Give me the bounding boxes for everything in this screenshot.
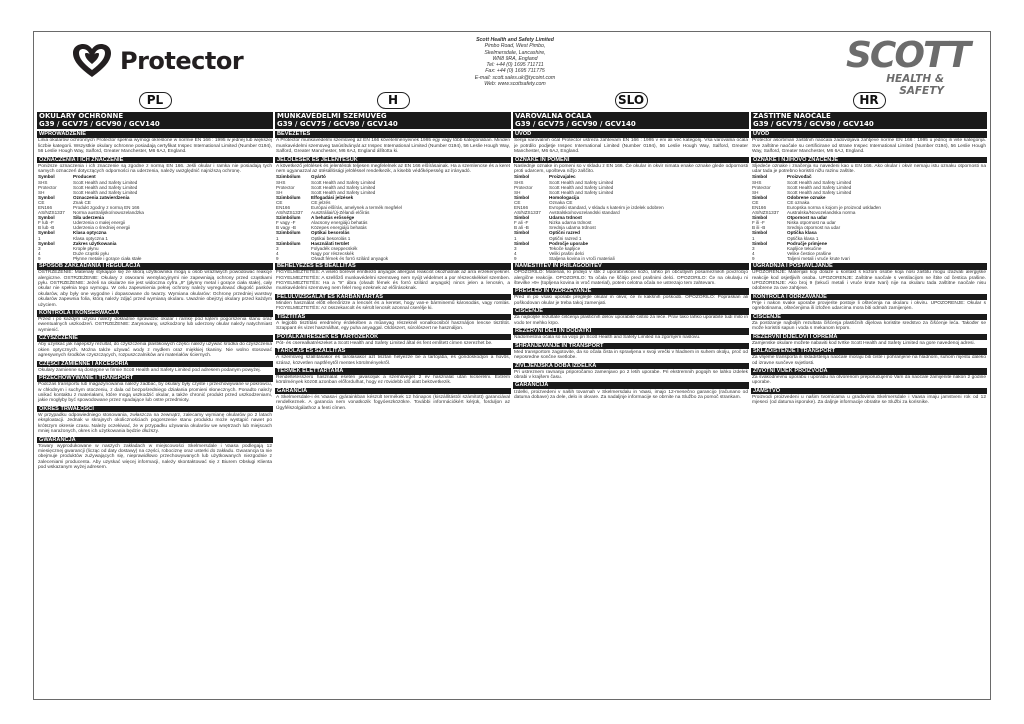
- meaning-cell: Közepes energiájú behatás: [311, 225, 367, 231]
- meaning-cell: Scott Health and Safety Limited: [549, 189, 614, 195]
- meaning-cell: Proizvođač: [787, 174, 812, 180]
- section-text: OSTRZEŻENIE: Materiały stykające się ze skórą użytkownika mogą u osób wrażliwych powodować reakcje alergiczne. OSTRZEŻENIE: Okulary z otworami wentylacyjnymi nie zapewniają ochrony przed cząstkami pyłu. OSTRZEŻENIE: Jeżeli na okularze nie jest widoczna cyfra „9” (płynny metal i gorące ciała stałe), cały okular nie spełnia tego wymogu. W celu zapewnienia pełnej ochrony należy wyregulować długość pasków okularów, aby były one wygodne i dopasowane do twarzy. Wymiana okularów: Ochronę przedniej warstwy okularów zapewnia folia, którą należy zdjąć przed wymianą okularu. Uważnie obejrzyj okulary przed każdym użyciem.: [38, 270, 272, 308]
- meaning-cell: Področje uporabe: [549, 240, 589, 246]
- symbol-table-row: [37, 256, 273, 261]
- meaning-cell: Optični razred: [549, 230, 580, 236]
- meaning-cell: Klasa optyczna 1: [73, 235, 108, 241]
- meaning-cell: Scott Health and Safety Limited: [73, 179, 138, 185]
- symbol-cell: B ili -B: [752, 225, 766, 231]
- meaning-cell: Uderzenia o średniej energii: [73, 225, 131, 231]
- meaning-cell: Tekoče kapljice: [549, 245, 581, 251]
- section-heading: PREGLED IN VZDRŽEVANJE: [513, 288, 749, 295]
- section-text: Za postizanje najboljih rezultata čišćenja plastičnih dijelova koristite sredstvo za čišćenje leća. Također se može koristiti sapun i voda s mekanom krpom.: [752, 320, 986, 332]
- section-text: UPOZORENJE: Materijali koji dolaze u kontakt s kožom osobe koja nosi zaštitu mogu izazvati alergijske reakcije kod osjetljivih osoba. UPOZORENJE: Zaštitne naočale s ventilacijom ne štite od čestica prašine. UPOZORENJE: Ako broj 9 (tekući metali i vruće krute tvari) nije na okularu tada zaštitne naočale nisu odobrene za ove zahtjeve.: [752, 270, 986, 292]
- section-text: Linia okularów ochronnych Protector spełnia wymogi określone w normie EN 166 : 1995 w jednej lub większej liczbie kategorii. Wszystkie okulary ochronne posiadają certyfikat Inspec International Limited (Number 0194), 56 Leslie Hough Way, Salford, Greater Manchester, M6 6AJ, England.: [38, 138, 272, 155]
- section-heading: GARANCIJA: [513, 382, 749, 389]
- meaning-cell: Produkt zgodny z normą EN 166: [73, 204, 140, 210]
- symbol-cell: SH: [38, 189, 45, 195]
- meaning-cell: Taljeni metali i vruće krute tvari: [787, 255, 850, 261]
- column-title-bar: [751, 112, 987, 129]
- symbol-cell: 4: [514, 250, 517, 256]
- symbol-cell: 1: [276, 235, 279, 241]
- section-heading: OZNAKE I NJIHOVO ZNAČENJE: [751, 157, 987, 164]
- symbol-cell: 9: [514, 255, 517, 261]
- symbol-cell: Szimbólum: [276, 194, 301, 200]
- meaning-cell: Uderzenia o małej energii: [73, 220, 126, 226]
- meaning-cell: Olvadt fémek és forró szilárd anyagok: [311, 255, 389, 261]
- section-text: Rendeltetésszerű használat esetén javasoljuk a szemüveget 2 év használat után kicserélni. Extrém körülmények között azonban előfordulhat, hogy ez rövidebb idő alatt bekövetkezik.: [276, 375, 510, 386]
- section-text: Serija varovalnih očal Protector ustreza zahtevam EN 166 : 1995 v eni ali več kategorij. Vsa varovalna očala je potrdilo podjetje Inspec International Limited (Number 0194), 56 Leslie Hough Way, Salford, Greater Manchester, M6 6AJ, England.: [514, 138, 748, 155]
- section-heading: SHRANJEVANJE IN TRANSPORT: [513, 343, 749, 350]
- section-heading: TERMÉK ÉLETTARTAMA: [275, 368, 511, 375]
- symbol-cell: Simbol: [752, 230, 768, 236]
- symbol-cell: 1: [514, 235, 517, 241]
- symbol-cell: Simbol: [752, 215, 768, 221]
- meaning-cell: Niska otpornost na udar: [787, 220, 836, 226]
- symbol-cell: CE: [752, 199, 759, 205]
- section-text: Za svakodnevnu uporabu i uporabu na otvorenom preporučujemo Vam da naočale zamijenite nakon 2 godine uporabe.: [752, 375, 986, 386]
- symbol-cell: 9: [276, 255, 279, 261]
- meaning-cell: CE jelzés: [311, 199, 331, 205]
- symbol-cell: AS/NZS1337: [38, 210, 65, 216]
- symbol-table-row: [275, 256, 511, 261]
- meaning-cell: Srednja udarna trdnost: [549, 225, 596, 231]
- meaning-cell: Scott Health and Safety Limited: [787, 179, 852, 185]
- section-heading: ČIŠČENJE: [513, 308, 749, 315]
- meaning-cell: Velike čestice prašine: [787, 250, 832, 256]
- address-line: Web: www.scottsafety.com: [484, 81, 546, 88]
- symbol-cell: F ali -F: [514, 220, 529, 226]
- section-heading: SPOSÓB ZAKŁADANIA I REGULACJA: [37, 263, 273, 270]
- protector-heart-icon: [72, 43, 112, 79]
- symbol-cell: 3: [752, 245, 755, 251]
- address-line: Fax: +44 (0) 1695 711775: [485, 68, 545, 75]
- symbol-cell: SH: [752, 189, 759, 195]
- section-heading: REZERVNI DIJELOVI I OPREMA: [751, 334, 987, 341]
- symbol-cell: AS/NZS1337: [276, 210, 303, 216]
- symbol-cell: Symbol: [38, 240, 55, 246]
- symbol-cell: EN166: [276, 204, 291, 210]
- section-text: Towary wyprodukowane w naszych zakładach w miejscowości Skelmersdale i Vaasa podlegają 12 miesięcznej gwarancji (licząc od daty dostawy) na części, robociznę oraz usterki do zakładu. Gwarancja ta nie obejmuje produktów zużywających się, nieprawidłowo przechowywanych lub użytkowanych niezgodnie z zaleceniami producenta. Aby uzyskać więcej informacji, należy skontaktować się z Biurem Obsługi Klienta pod wskazanym wyżej adresem.: [38, 443, 272, 471]
- protector-brand-name: Protector: [120, 47, 244, 75]
- section-heading: FELÜLVIZSGÁLAT ÉS KARBANTARTÁS: [275, 294, 511, 301]
- product-title: VAROVALNA OČALA: [515, 112, 592, 120]
- meaning-cell: Gyártó: [311, 174, 326, 180]
- product-models: G39 / GCV75 / GCV90 / GCV140: [515, 119, 636, 128]
- product-models: G39 / GCV75 / GCV90 / GCV140: [277, 119, 398, 128]
- scott-brand-name: SCOTT: [846, 35, 969, 76]
- section-text: Nadomestna očala so na voljo pri Scott Health and Safety Limited na zgornjem naslovu.: [514, 335, 701, 341]
- section-text: Aby uzyskać jak najlepszy rezultat, do czyszczenia plastikowych części należy używać środka do czyszczenia okien optycznych. Można także używać wody z mydłem oraz miękkiej tkaniny. Nie wolno stosować agresywnych środków czyszczących, rozpuszczalników ani materiałów ściernych.: [38, 342, 272, 359]
- section-heading: PRZECHOWYWANIE I TRANSPORT: [37, 375, 273, 382]
- meaning-cell: Australska/Novozelandska norma: [787, 210, 856, 216]
- meaning-cell: Optični razred 1: [549, 235, 582, 241]
- section-text: Podczas transportu lub magazynowania należy zadbać, by okulary były czyste i przechowywane w pokrowcu, w chłodnym i suchym otoczeniu, z dala od bezpośredniego działania promieni słonecznych. Ponadto należy unikać kontaktu z materiałami, które mogą uszkodzić okular, a także chronić produkt przed uszkodzeniami, jakie mogłyby być spowodowane przez spadające lub ostre przedmioty.: [38, 382, 272, 404]
- meaning-cell: Zakres użytkowania: [73, 240, 117, 246]
- section-heading: UVOD: [513, 131, 749, 138]
- symbol-cell: AS/NZS1337: [514, 210, 541, 216]
- meaning-cell: Scott Health and Safety Limited: [787, 189, 852, 195]
- symbol-cell: Symbol: [38, 230, 55, 236]
- symbol-cell: 1: [38, 235, 41, 241]
- meaning-cell: Nagy por részecskék: [311, 250, 354, 256]
- meaning-cell: Scott Health and Safety Limited: [787, 184, 852, 190]
- meaning-cell: Kapljice tekućine: [787, 245, 822, 251]
- symbol-cell: 4: [752, 250, 755, 256]
- language-column-pl: [37, 92, 273, 698]
- symbol-cell: Szimbólum: [276, 240, 301, 246]
- meaning-cell: Elfogadási jelzések: [311, 194, 354, 200]
- meaning-cell: Odobrene oznake: [787, 194, 826, 200]
- symbol-cell: Szimbólum: [276, 174, 301, 180]
- symbol-cell: CE: [514, 199, 521, 205]
- section-text: Minden használat előtt ellenőrizze a lencsét és a keretet, hogy van-e bárminemű károsodás, vagy romlás. FIGYELMEZTETÉS: Az összekarcolt és sérült lencsét azonnal cserélje ki.: [276, 300, 510, 312]
- meaning-cell: Siła uderzenia: [73, 215, 104, 221]
- address-line: Skelmersdale, Lancashire,: [484, 49, 546, 56]
- section-heading: ŽIVOTNI VIJEK PROIZVODA: [751, 368, 987, 375]
- scott-logo: [846, 35, 969, 97]
- symbol-cell: SH: [514, 189, 521, 195]
- section-heading: OKRES TRWAŁOŚCI: [37, 406, 273, 413]
- section-heading: CZĘŚCI ZAMIENNE I AKCESORIA: [37, 361, 273, 368]
- section-heading: NAMESTITEV IN PRILAGODITEV: [513, 263, 749, 270]
- section-heading: ČIŠĆENJE: [751, 314, 987, 321]
- column-title-bar: [513, 112, 749, 129]
- meaning-cell: Scott Health and Safety Limited: [549, 179, 614, 185]
- section-text: A Protector munkavédelmi szemüveg az EN 166 követelményeinek 1995 egy vagy több kategóriában. Minden munkavédelmi szemüveg tanúsítványát az Inspec International Limited (Number 0194), 56 Leslie Hough Way, Salford, Greater Manchester, M6 6AJ, England állította ki.: [276, 138, 510, 155]
- symbol-cell: EN166: [752, 204, 767, 210]
- symbol-cell: Simbol: [514, 194, 530, 200]
- meaning-cell: Használati terület: [311, 240, 350, 246]
- scott-brand-tagline: HEALTH & SAFETY: [886, 73, 944, 97]
- symbol-table: [751, 174, 987, 261]
- section-text: A legjobb tisztítási eredmény érdekében a műanyag részeknél vonalkocsiból használjon lencse tisztítót. Szappant és vizet használhat, egy puha anyaggal. Oldószert, súrolószert ne használjon.: [276, 320, 510, 332]
- meaning-cell: Alacsony energiájú behatás: [311, 220, 368, 226]
- section-heading: OZNAKE IN POMENI: [513, 157, 749, 164]
- meaning-cell: Scott Health and Safety Limited: [311, 179, 376, 185]
- section-text: Za vrijeme transporta ili skladištenja naočale moraju biti čiste i pohranjene na hladnom, suhom mjestu daleko od izravne sunčeve svjetlosti.: [752, 355, 986, 366]
- meaning-cell: Klasa optyczna: [73, 230, 107, 236]
- symbol-cell: Simbol: [752, 194, 768, 200]
- language-code-badge: SLO: [615, 92, 648, 109]
- section-text: Sljedeće oznake i značenja su navedeni kao u EN 166. Ako okular i okvir nemaju istu oznaku otpornosti na udar tada je potrebno koristiti nižu razinu zaštite.: [752, 163, 986, 174]
- meaning-cell: Producent: [73, 174, 96, 180]
- symbol-cell: Protector: [514, 184, 533, 190]
- meaning-cell: Scott Health and Safety Limited: [73, 184, 138, 190]
- meaning-cell: CE oznaka: [787, 199, 810, 205]
- meaning-cell: Scott Health and Safety Limited: [311, 189, 376, 195]
- symbol-cell: Szimbólum: [276, 230, 301, 236]
- meaning-cell: Evropski standard, v skladu s katerim je izdelek odobren: [549, 204, 664, 210]
- section-text: A szemüveg szállításakor és tárolásakor azt tisztán helyezze be a tartójába, és gondoskodjon a hűvös, száraz, közvetlen naptfénytől mentes körülményekről.: [276, 355, 510, 366]
- symbol-cell: Protector: [752, 184, 771, 190]
- symbol-cell: F lub -F: [38, 220, 54, 226]
- section-heading: REZERVNI DELI IN DODATKI: [513, 328, 749, 335]
- symbol-cell: Symbol: [38, 194, 55, 200]
- section-heading: GWARANCJA: [37, 437, 273, 444]
- language-column-h: [275, 92, 511, 698]
- symbol-cell: Simbol: [752, 240, 768, 246]
- section-text: Med transportom zagotovite, da so očala čista in spravljena v svoji vrečki v hladnem in suhem okolju, proč od neposredne sončne svetlobe.: [514, 349, 748, 361]
- address-line: Tel: +44 (0) 1695 711711: [486, 62, 544, 69]
- product-title: OKULARY OCHRONNE: [39, 112, 124, 120]
- symbol-cell: Symbol: [38, 174, 55, 180]
- symbol-cell: 3: [514, 245, 517, 251]
- meaning-cell: Staljena kovina in vroči materiali: [549, 255, 615, 261]
- language-code-badge: PL: [139, 92, 172, 109]
- meaning-cell: Udarna trdnost: [549, 215, 582, 221]
- meaning-cell: Avstralsko/novozelandski standard: [549, 210, 620, 216]
- symbol-cell: Symbol: [38, 215, 55, 221]
- address-line: Pimbo Road, West Pimbo,: [484, 43, 546, 50]
- section-text: A Skelmersdale-i és Vaasa-i gyárainkban készült termékek 12 hónapos (kiszállítástól számított) garanciával rendelkeznek. A garancia nem vonatkozik fogyóeszközökre. További információkért kérjük, forduljon az Ügyfélszolgálathoz a fenti címen.: [276, 394, 510, 411]
- column-title-bar: [37, 112, 273, 129]
- section-heading: KONTROLA I ODRŽAVANJE: [751, 294, 987, 301]
- language-column-hr: [751, 92, 987, 698]
- section-text: Pri ustreznem ravnanju priporočamo zamenjavo po 2 letih uporabe. Pri ekstremnih pogojih se lahko izdelek obrabi v krajšem času.: [514, 369, 748, 381]
- section-text: A következő jelölések és jelentésük teljesen megfelelnek az EN 166 előírásainak. Ha a szemlencse és a keret nem ugyanazzal az ütésállósági jelöléssel rendelkezik, a kisebb védőképesség az irányadó.: [276, 163, 510, 174]
- section-heading: KONTROLA I KONSERWACJA: [37, 310, 273, 317]
- section-text: Protector asortiman zaštitnih naočala zadovoljava zahtjeve norme EN 166 : 1995 u jednoj ili više kategorija. Sve zaštitne naočale su certificirane od strane Inspec International Limited (Number 0194), 56 Leslie Hough Way, Salford, Greater Manchester, M6 6AJ, England.: [752, 138, 986, 155]
- section-text: Izdelki, proizvedeni v naših tovarnah v Skelmersdalu in Vaasi, imajo 12-mesečno garancijo (računano od datuma dobave) za dele, delo in okvare. Za nadaljnje informacije se obrnite na Službo za pomoč strankam.: [514, 389, 748, 400]
- meaning-cell: Ausztráliai/Új-Zélandi előírás: [311, 210, 370, 216]
- product-models: G39 / GCV75 / GCV90 / GCV140: [753, 119, 874, 128]
- symbol-cell: SHS: [752, 179, 762, 185]
- column-title-bar: [275, 112, 511, 129]
- symbol-cell: Simbol: [514, 240, 530, 246]
- section-heading: ŽIVLJENJSKA DOBA IZDELKA: [513, 363, 749, 370]
- section-text: OPOZORILO: Materiali, ki pridejo v stik z uporabnikovo kožo, lahko pri občutljivih posameznikih povzročijo alergične reakcije. OPOZORILO: Ta očala ne ščitijo pred prašnimi delci. OPOZORILO: Če na okularju ni številke »9« (topljena kovina in vroč material), potem celotna očala ne ustrezajo tem zahtevam.: [514, 270, 748, 286]
- symbol-cell: 3: [38, 245, 41, 251]
- meaning-cell: Scott Health and Safety Limited: [311, 184, 376, 190]
- section-text: Naslednje oznake in pomeni so v skladu z EN 166. Če okular in okvir nimata enake oznake glede odpornosti proti udarcem, upošteva nižjo zaščito.: [514, 163, 748, 174]
- section-heading: UGRADNJA I POSTAVLJANJE: [751, 263, 987, 270]
- symbol-cell: 1: [752, 235, 755, 241]
- section-text: Okulary zamienne są dostępne w firmie Scott Health and Safety Limited pod adresem podanym powyżej.: [38, 367, 261, 373]
- section-heading: UVOD: [751, 131, 987, 138]
- symbol-cell: B ali -B: [514, 225, 529, 231]
- symbol-cell: SHS: [38, 179, 48, 185]
- symbol-cell: 4: [276, 250, 279, 256]
- section-text: Pred in po vsaki uporabi preglejte okular in okvir, če ni kakšnih poškodb. OPOZORILO: Popraskan ali poškodovan okular je treba takoj zamenjati.: [514, 295, 748, 306]
- symbol-cell: Simbol: [514, 230, 530, 236]
- section-heading: PÓTALKATRÉSZEK ÉS TARTOZÉKOK: [275, 334, 511, 341]
- meaning-cell: Duże cząstki pyłu: [73, 250, 109, 256]
- meaning-cell: Otpornost na udar: [787, 215, 828, 221]
- section-heading: BEVEZETÉS: [275, 131, 511, 138]
- meaning-cell: Optikai besorolás 1: [311, 235, 351, 241]
- symbol-cell: Protector: [38, 184, 57, 190]
- leaflet-header: [34, 32, 990, 97]
- section-heading: TISZTÍTÁS: [275, 314, 511, 321]
- symbol-cell: SHS: [514, 179, 524, 185]
- symbol-table-row: [751, 256, 987, 261]
- symbol-cell: F ili -F: [752, 220, 765, 226]
- symbol-cell: EN166: [514, 204, 529, 210]
- section-heading: JELÖLÉSEK ÉS JELENTÉSÜK: [275, 157, 511, 164]
- symbol-table-row: [513, 256, 749, 261]
- symbol-cell: 4: [38, 250, 41, 256]
- symbol-cell: Protector: [276, 184, 295, 190]
- meaning-cell: Scott Health and Safety Limited: [73, 189, 138, 195]
- meaning-cell: Európai előírás, amelynek a termék megfelel: [311, 204, 402, 210]
- meaning-cell: Oznaka CE: [549, 199, 573, 205]
- meaning-cell: Znak CE: [73, 199, 91, 205]
- symbol-cell: 9: [38, 255, 41, 261]
- symbol-cell: AS/NZS1337: [752, 210, 779, 216]
- section-heading: CZYSZCZENIE: [37, 335, 273, 342]
- section-text: Pót- és cserealkatrészeket a Scott Health and Safety Limited által és fent említett címen szerezhet be.: [276, 340, 493, 346]
- meaning-cell: Veliki prašni delci: [549, 250, 585, 256]
- symbol-cell: B vagy -B: [276, 225, 296, 231]
- symbol-cell: EN166: [38, 204, 53, 210]
- meaning-cell: A behatás erőssége: [311, 215, 355, 221]
- meaning-cell: Płynne metale i gorące ciała stałe: [73, 255, 142, 261]
- section-text: Prije i nakon svake uporabe provjerite postoje li oštećenja na okularu i okviru. UPOZORENJE: Okular s ogrebotinama, oštećenjima ili izložen udarcima mora biti odmah zamijenjen.: [752, 300, 986, 312]
- meaning-cell: Homologacija: [549, 194, 580, 200]
- symbol-table: [513, 174, 749, 261]
- section-heading: BEHELYEZÉS ÉS BEÁLLÍTÁS: [275, 263, 511, 270]
- product-title: MUNKAVÉDELMI SZEMÜVEG: [277, 112, 387, 120]
- meaning-cell: Optikai besorolás: [311, 230, 350, 236]
- meaning-cell: Proizvajalec: [549, 174, 576, 180]
- section-text: Przed i po każdym użyciu należy dokładnie sprawdzić okular i ramkę pod kątem pogorszenia stanu oraz ewentualnych uszkodzeń. OSTRZEŻENIE: Zarysowany, uszkodzony lub uderzony okular należy natychmiast wymienić.: [38, 317, 272, 333]
- instruction-leaflet: [33, 31, 991, 700]
- meaning-cell: Scott Health and Safety Limited: [549, 184, 614, 190]
- company-address: [434, 37, 596, 87]
- symbol-cell: SHS: [276, 179, 286, 185]
- section-heading: GARANCIA: [275, 388, 511, 395]
- symbol-cell: CE: [276, 199, 283, 205]
- section-heading: JAMSTVO: [751, 388, 987, 395]
- meaning-cell: Optička klasa: [787, 230, 817, 236]
- language-code-badge: HR: [853, 92, 886, 109]
- meaning-cell: Europska norma s kojom je proizvod usklađen: [787, 204, 881, 210]
- meaning-cell: Oznaczenia zatwierdzenia: [73, 194, 130, 200]
- symbol-cell: Simbol: [514, 215, 530, 221]
- product-models: G39 / GCV75 / GCV90 / GCV140: [39, 119, 160, 128]
- symbol-cell: SH: [276, 189, 283, 195]
- symbol-table: [37, 174, 273, 261]
- section-text: Proizvodi proizvedeni u našim tvornicama u gradovima Skelmersdale i Vaasa imaju jamstveni rok od 12 mjeseci (od datuma isporuke). Za daljnje informacije obratite se Službi za korisnike.: [752, 394, 986, 406]
- symbol-cell: B lub -B: [38, 225, 55, 231]
- section-text: Za najboljše rezultate čiščenja plastičnih delov uporabite čistilo za leče. Prav tako lahko uporabite tudi milo in vodo ter mehko krpo.: [514, 315, 748, 326]
- symbol-table: [275, 174, 511, 261]
- symbol-cell: 3: [276, 245, 279, 251]
- section-text: FIGYELMEZTETÉS: A viselő bőrével érintkező anyagok allergiás reakciót okozhatnak az arra érzékenyeknél. FIGYELMEZTETÉS: A szellőző munkavédelmi szemüveg nem nyújt védelmet a por részecskékkel szemben. FIGYELMEZTETÉS: Ha a “9” ábra (olvadt fémek és forró szilárd anyagok) nincs jelen a lencsén, a munkavédelmi szemüveg nem felel meg ezeknek az előírásoknak.: [276, 270, 510, 292]
- address-line: WN8 9RA, England: [492, 55, 538, 62]
- language-code-badge: H: [377, 92, 410, 109]
- section-heading: OZNACZENIA I ICH ZNACZENIE: [37, 157, 273, 164]
- company-name: Scott Health and Safety Limited: [476, 37, 554, 43]
- meaning-cell: Srednja otpornost na udar: [787, 225, 841, 231]
- product-title: ZAŠTITNE NAOČALE: [753, 112, 831, 120]
- section-heading: WPROWADZENIE: [37, 131, 273, 138]
- symbol-cell: Simbol: [752, 174, 768, 180]
- language-column-slo: [513, 92, 749, 698]
- address-line: E-mail: scott.sales.uk@tycoint.com: [474, 74, 556, 81]
- symbol-cell: 9: [752, 255, 755, 261]
- symbol-cell: F vagy -F: [276, 220, 296, 226]
- meaning-cell: Krople płynu: [73, 245, 99, 251]
- section-text: Zamjenske okulare možete nabaviti kod tvrtke Scott Health and Safety Limited na gore navedenoj adresi.: [752, 340, 975, 346]
- symbol-cell: CE: [38, 199, 45, 205]
- section-heading: TÁROLÁS ÉS SZÁLLÍTÁS: [275, 348, 511, 355]
- section-heading: SKLADIŠTENJE I TRANSPORT: [751, 348, 987, 355]
- symbol-cell: Szimbólum: [276, 215, 301, 221]
- meaning-cell: Norma australijsko/nowozelandzka: [73, 210, 144, 216]
- meaning-cell: Područje primjene: [787, 240, 828, 246]
- section-text: Poniższe oznaczenia i ich znaczenie są zgodne z normą EN 166. Jeśli okular i ramka nie posiadają tych samych oznaczeń dotyczących odporności na uderzenia, należy uwzględnić najniższą ochronę.: [38, 163, 272, 174]
- meaning-cell: Nizka udarna trdnost: [549, 220, 592, 226]
- section-text: W przypadku odpowiedniego stosowania, zwłaszcza na zewnątrz, zalecamy wymianę okularów po 2 latach eksploatacji. Jednak w skrajnych okolicznościach pogorszenie stanu produktu może wystąpić nawet po krótszym okresie czasu. Należy oczekiwać, że w przypadku używania okularów we wnętrzach lub miejscach mniej narażonych, okres ich użytkowania będzie dłuższy.: [38, 412, 272, 435]
- protector-logo: [72, 41, 243, 81]
- symbol-cell: Simbol: [514, 174, 530, 180]
- meaning-cell: Folyadék cseppecskék: [311, 245, 358, 251]
- meaning-cell: Optička klasa 1: [787, 235, 819, 241]
